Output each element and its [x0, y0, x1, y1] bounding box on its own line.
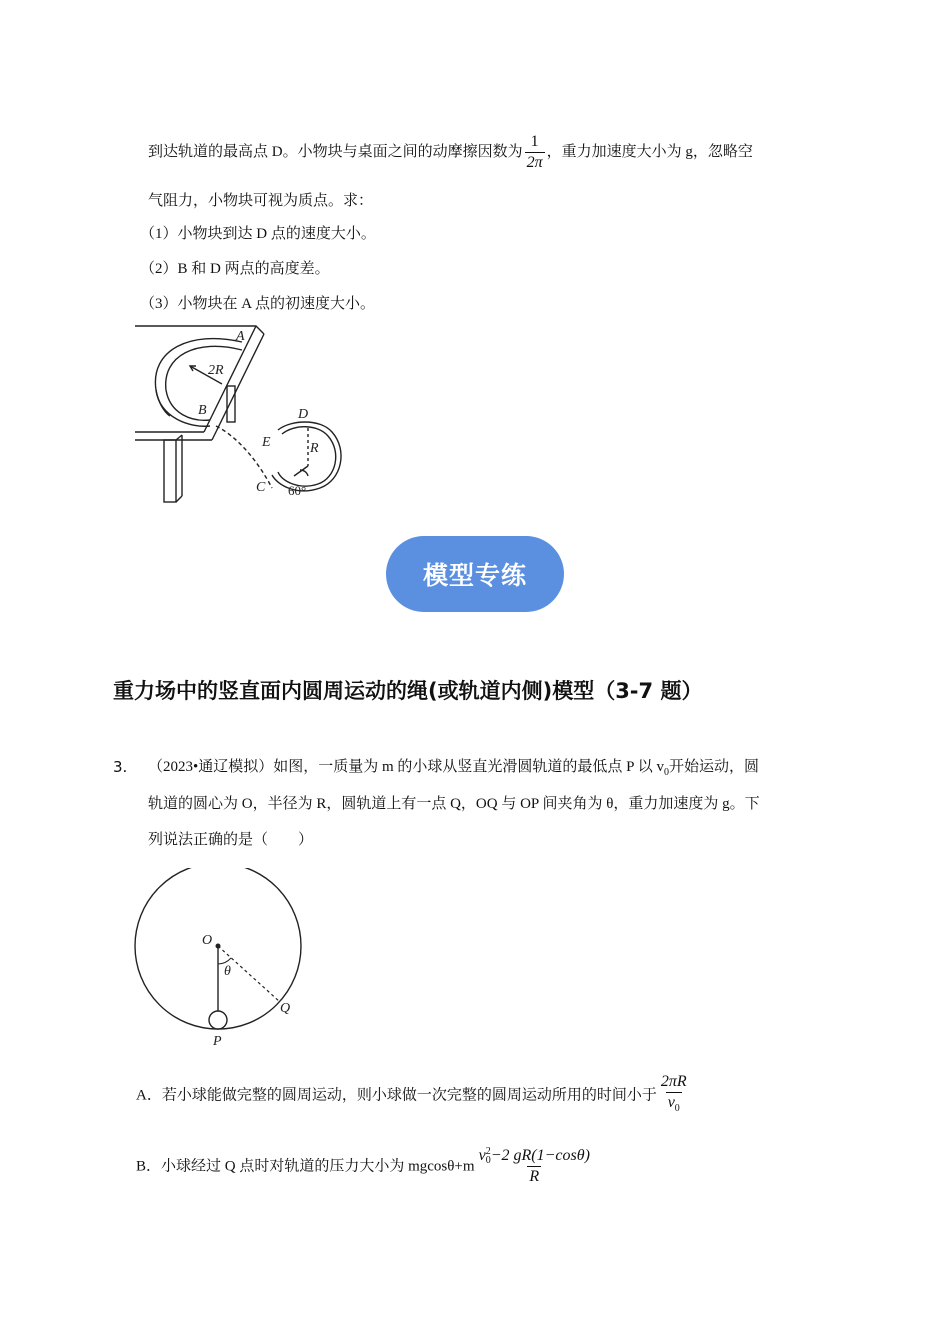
option-b-text: B．小球经过 Q 点时对轨道的压力大小为 mgcosθ+m — [136, 1158, 475, 1175]
section-title: 重力场中的竖直面内圆周运动的绳(或轨道内侧)模型（3-7 题） — [113, 679, 703, 703]
option-a-den-v: v — [667, 1094, 675, 1111]
option-a[interactable] — [136, 1072, 691, 1119]
mu-numerator: 1 — [530, 133, 539, 150]
track-diagram-figure — [130, 320, 360, 510]
question-3-line1 — [148, 756, 759, 784]
label-e: E — [262, 435, 271, 450]
circle-track-figure — [130, 868, 310, 1050]
label-a: A — [236, 329, 245, 344]
prev-line1-text-b: ，重力加速度大小为 g，忽略空 — [546, 143, 753, 160]
option-a-denominator — [666, 1092, 682, 1119]
label-theta: θ — [224, 964, 231, 979]
q3-line1-text-a: （2023•通辽模拟）如图，一质量为 m 的小球从竖直光滑圆轨道的最低点 P 以 v — [148, 759, 664, 775]
option-b-num-sup: 2 — [485, 1146, 491, 1158]
label-p: P — [213, 1034, 222, 1049]
option-a-fraction — [659, 1072, 689, 1119]
model-practice-banner: 模型专练 — [386, 536, 564, 612]
label-d: D — [298, 407, 309, 422]
option-b[interactable] — [136, 1146, 594, 1187]
q3-v0-subscript: 0 — [663, 767, 669, 778]
prev-line1-text-a: 到达轨道的最高点 D。小物块与桌面之间的动摩擦因数为 — [148, 143, 523, 160]
question-3-line2: 轨道的圆心为 O，半径为 R，圆轨道上有一点 Q，OQ 与 OP 间夹角为 θ，重力加速度为 g。下 — [148, 796, 760, 812]
option-b-numerator — [477, 1146, 592, 1166]
option-a-numerator: 2πR — [660, 1073, 687, 1090]
option-b-num-v: v — [478, 1147, 486, 1164]
label-60-degree: 60° — [288, 483, 307, 498]
prev-question-item-2: （2）B 和 D 两点的高度差。 — [140, 261, 330, 277]
prev-question-item-1: （1）小物块到达 D 点的速度大小。 — [140, 226, 376, 242]
prev-question-line2: 气阻力，小物块可视为质点。求： — [148, 193, 374, 209]
prev-question-item-3: （3）小物块在 A 点的初速度大小。 — [140, 296, 376, 312]
mu-denominator: 2π — [526, 154, 543, 171]
friction-coefficient-fraction — [525, 132, 545, 173]
option-a-den-sub: 0 — [674, 1103, 680, 1115]
prev-question-line1 — [148, 132, 753, 173]
option-b-num-sub: 0 — [485, 1155, 491, 1167]
label-2r: 2R — [208, 363, 224, 378]
option-a-text: A．若小球能做完整的圆周运动，则小球做一次完整的圆周运动所用的时间小于 — [136, 1087, 657, 1104]
option-b-denominator: R — [529, 1168, 540, 1185]
label-b: B — [198, 403, 207, 418]
label-o: O — [202, 933, 213, 948]
label-q: Q — [280, 1001, 291, 1016]
label-r: R — [310, 441, 319, 456]
option-b-num-rest: −2 gR(1−cosθ) — [490, 1147, 590, 1164]
question-3-line3: 列说法正确的是（ ） — [148, 832, 314, 848]
q3-line1-text-b: 开始运动，圆 — [668, 759, 759, 775]
label-c: C — [256, 480, 266, 495]
question-number: 3. — [113, 758, 128, 776]
option-b-fraction — [477, 1146, 592, 1187]
